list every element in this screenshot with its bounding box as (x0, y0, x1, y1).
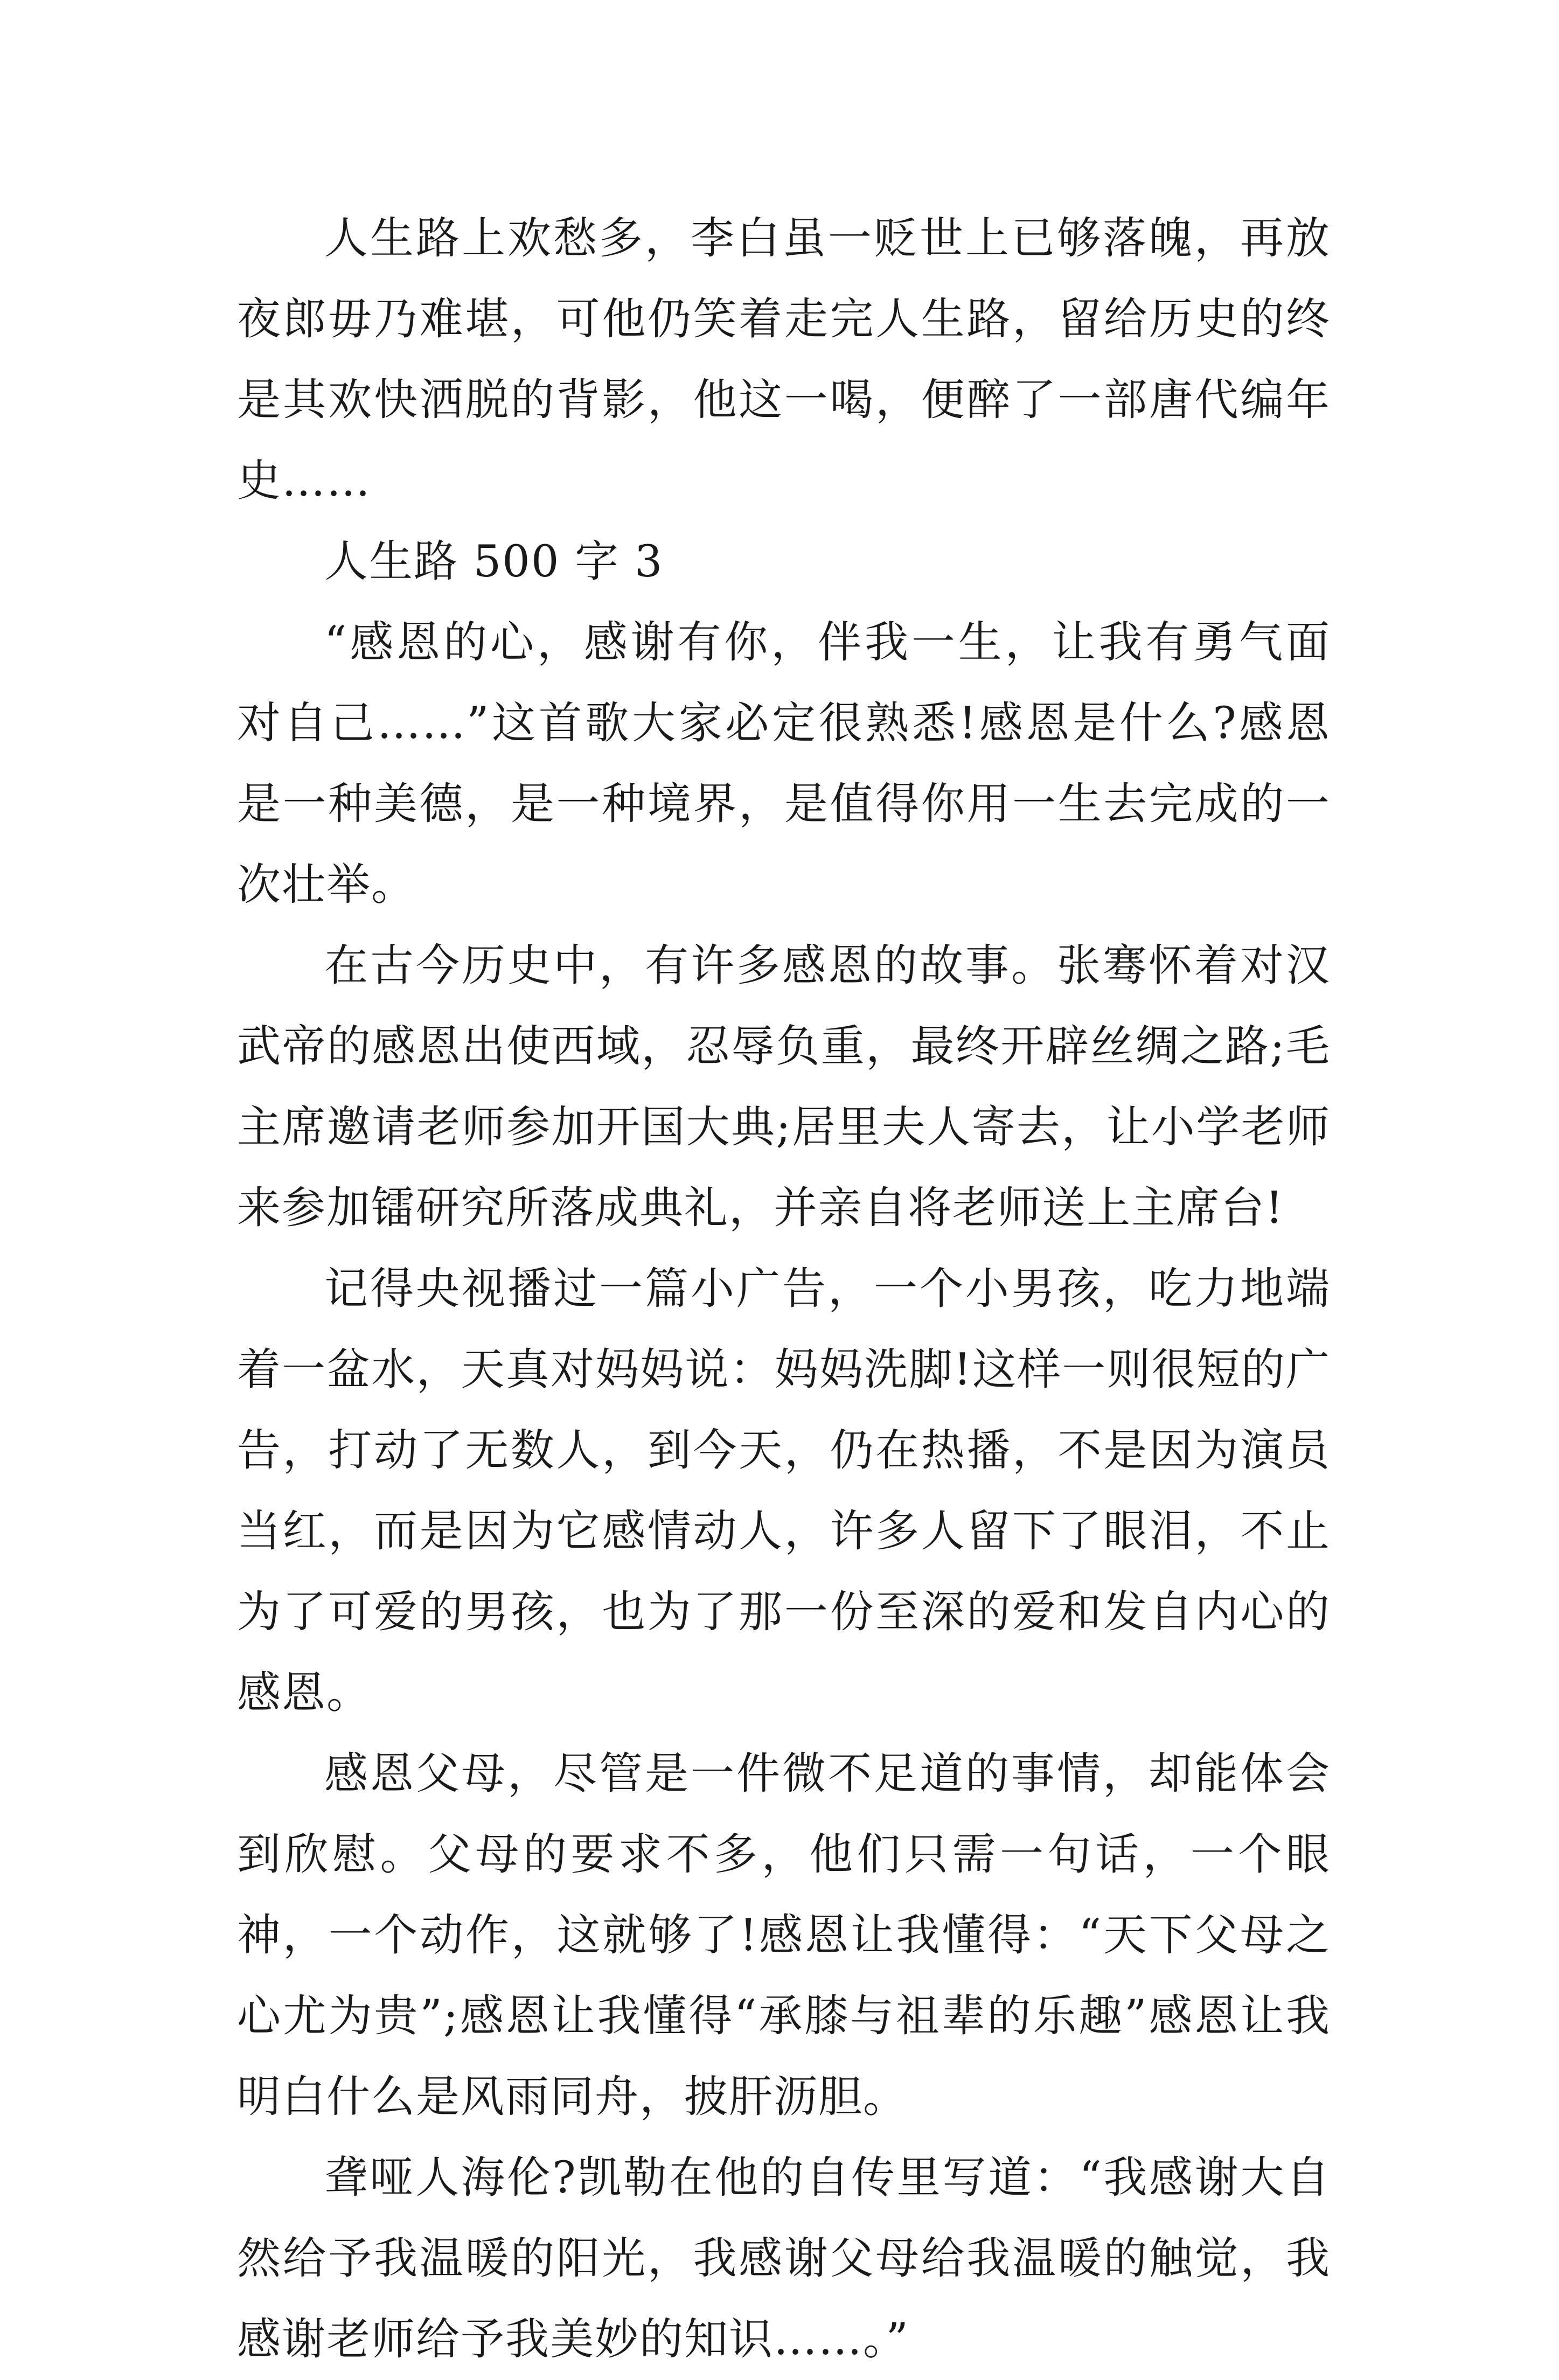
paragraph-gratitude-parents: 感恩父母，尽管是一件微不足道的事情，却能体会到欣慰。父母的要求不多，他们只需一句话，一个眼神，一个动作，这就够了!感恩让我懂得：“天下父母之心尤为贵”;感恩让我懂得“承膝与祖辈的乐趣”感恩让我明白什么是风雨同舟，披肝沥胆。 (237, 1749, 1331, 2122)
section-heading: 人生路 500 字 3 (324, 537, 664, 587)
paragraph-cctv-ad: 记得央视播过一篇小广告，一个小男孩，吃力地端着一盆水，天真对妈妈说：妈妈洗脚!这样一则很短的广告，打动了无数人，到今天，仍在热播，不是因为演员当红，而是因为它感情动人，许多人留下了眼泪，不止为了可爱的男孩，也为了那一份至深的爱和发自内心的感恩。 (237, 1264, 1331, 1718)
paragraph-history-stories: 在古今历史中，有许多感恩的故事。张骞怀着对汉武帝的感恩出使西域，忍辱负重，最终开辟丝绸之路;毛主席邀请老师参加开国大典;居里夫人寄去，让小学老师来参加镭研究所落成典礼，并亲自将老师送上主席台! (237, 941, 1331, 1234)
paragraph-helen-keller: 聋哑人海伦?凯勒在他的自传里写道：“我感谢大自然给予我温暖的阳光，我感谢父母给我温暖的触觉，我感谢老师给予我美妙的知识……。” (237, 2153, 1331, 2365)
paragraph-gratitude-song: “感恩的心，感谢有你，伴我一生，让我有勇气面对自己……”这首歌大家必定很熟悉!感恩是什么?感恩是一种美德，是一种境界，是值得你用一生去完成的一次壮举。 (237, 617, 1331, 910)
paragraph-li-bai: 人生路上欢愁多，李白虽一贬世上已够落魄，再放夜郎毋乃难堪，可他仍笑着走完人生路，留给历史的终是其欢快洒脱的背影，他这一喝，便醉了一部唐代编年史…… (237, 213, 1331, 506)
document-body (237, 198, 1331, 2380)
